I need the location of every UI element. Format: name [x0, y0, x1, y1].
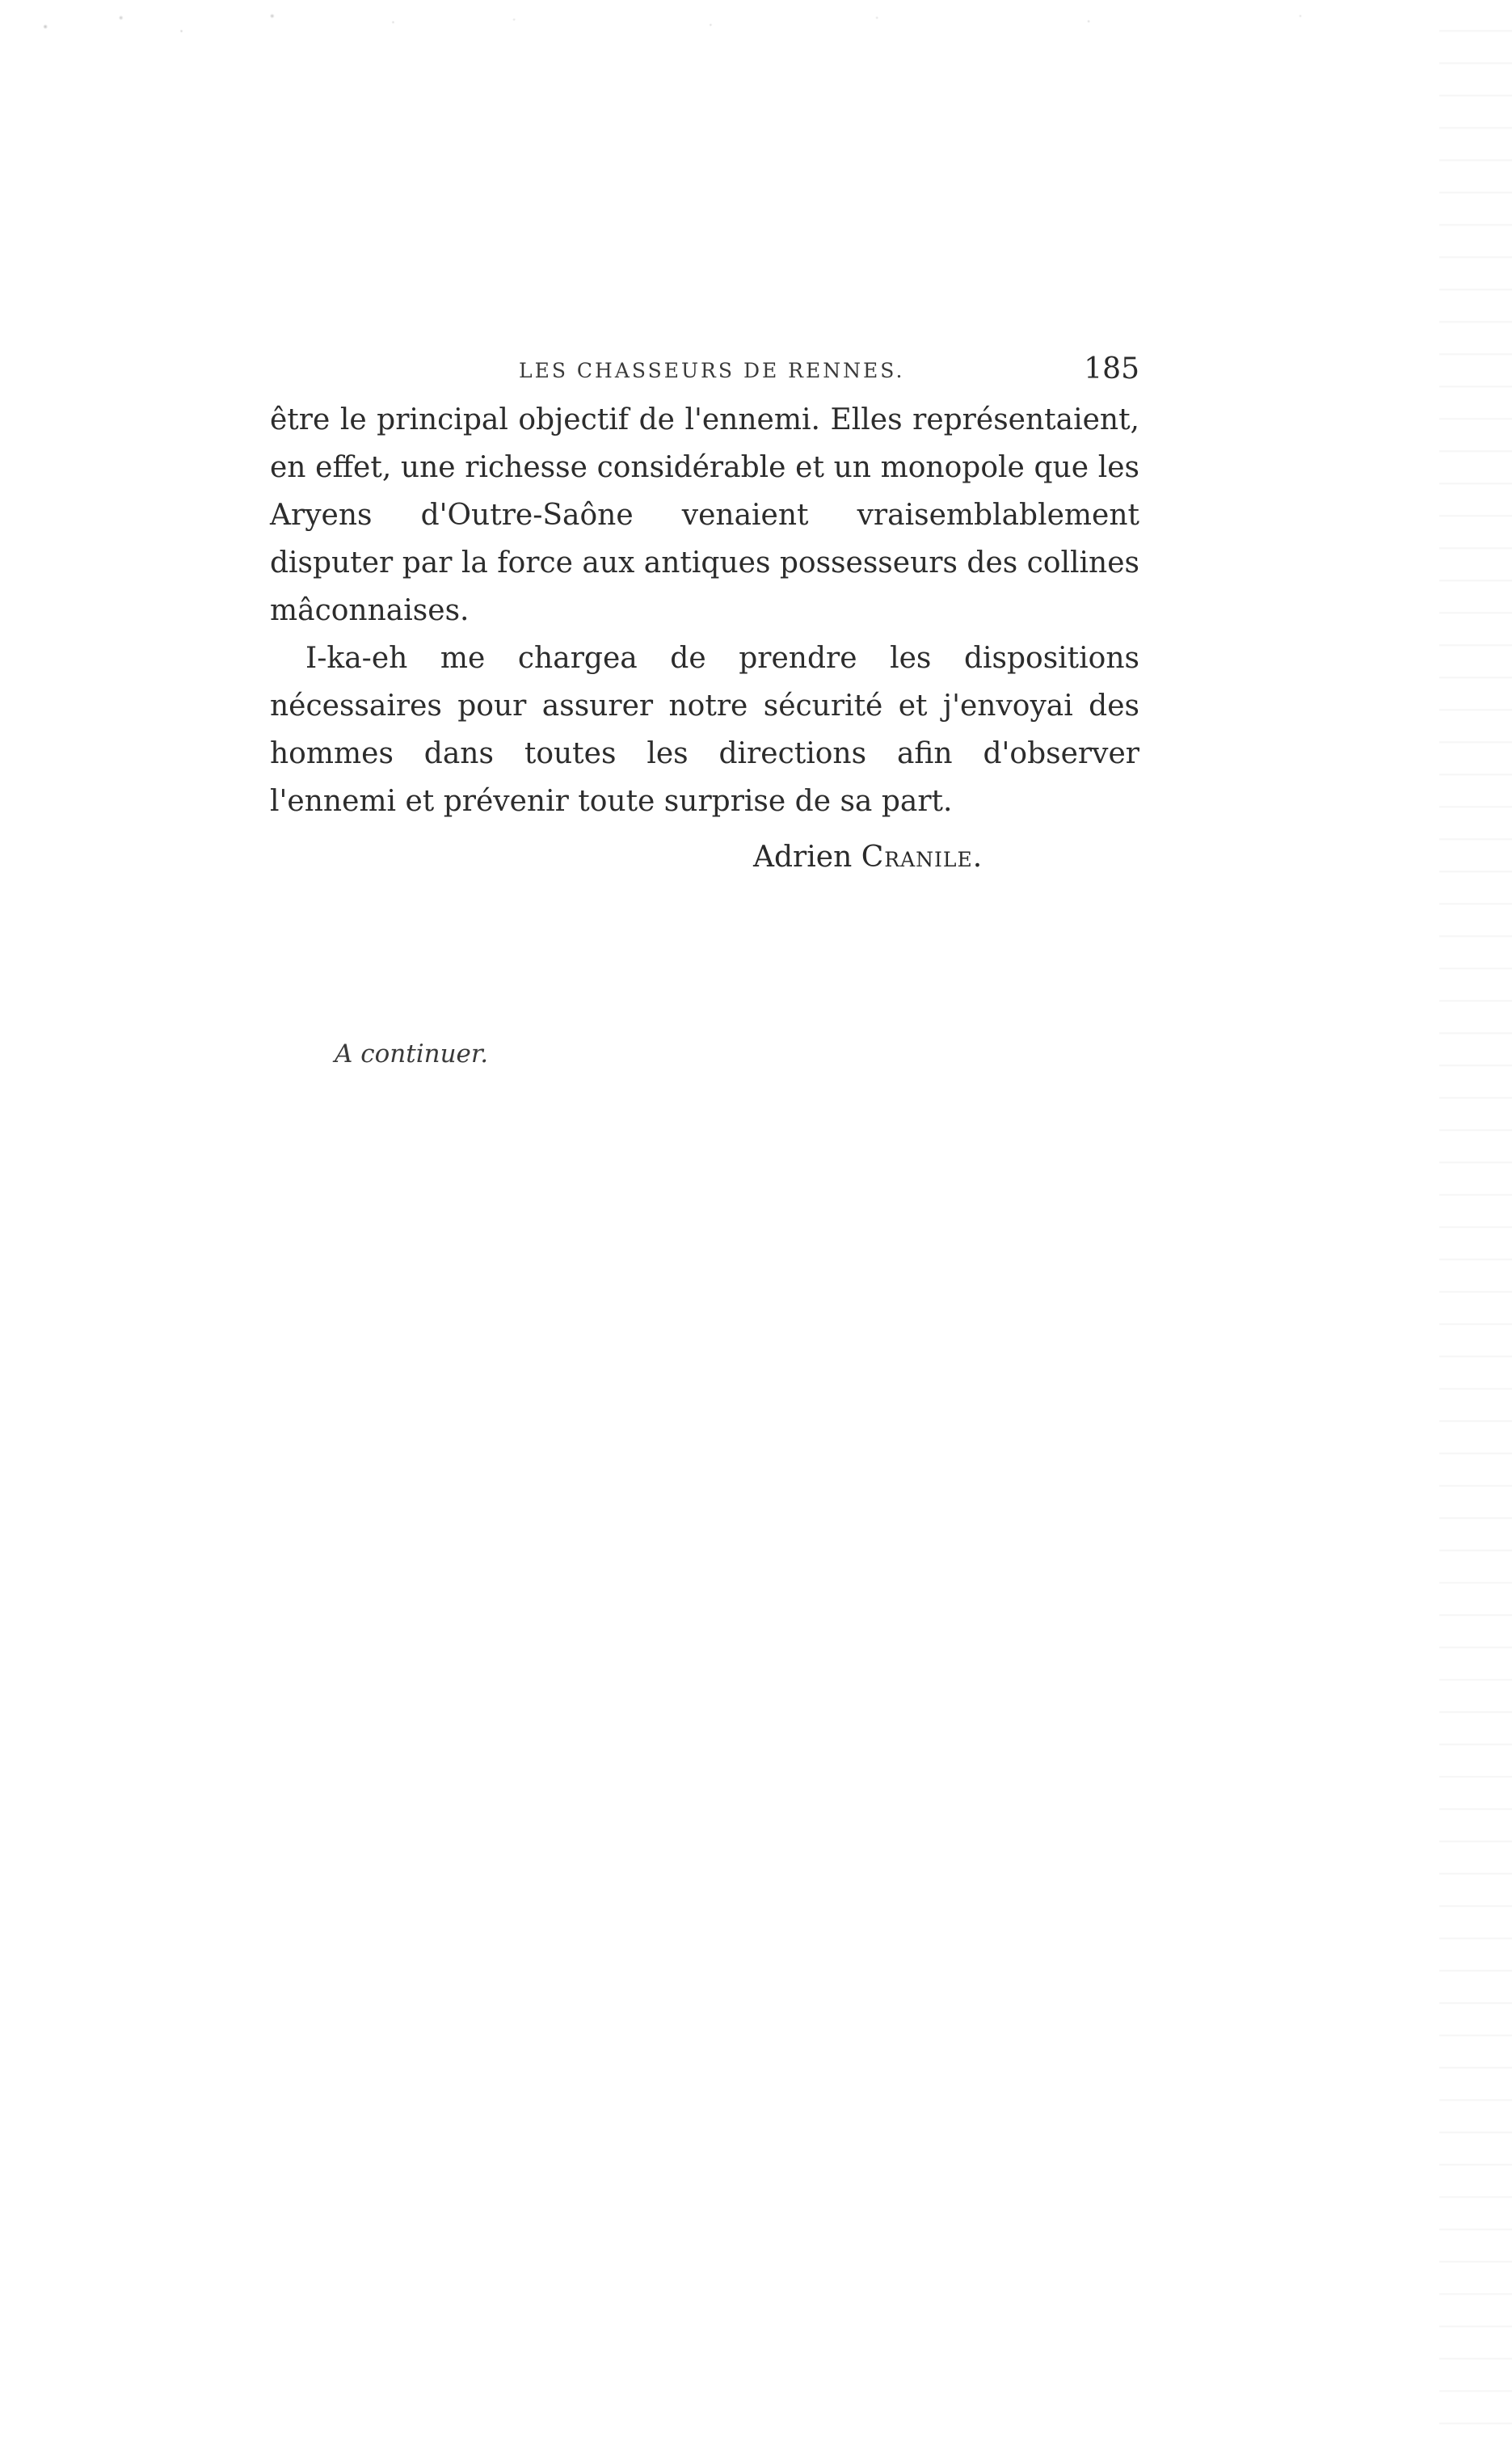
page-number: 185: [1084, 352, 1139, 386]
author-last-name: Cranile.: [861, 841, 983, 874]
paragraph-2: I-ka-eh me chargea de prendre les dispositions nécessaires pour assurer notre sécurité et j'envoyai des hommes dans toutes les directions afin d'observer l'ennemi et prévenir toute surprise de sa part.: [270, 642, 1139, 818]
scan-noise-right: [1439, 0, 1512, 2445]
running-head: [267, 352, 1139, 393]
body-text: [270, 396, 1139, 825]
paragraph-1: être le principal objectif de l'ennemi. Elles représentaient, en effet, une richesse considérable et un monopole que les Aryens d'Outre-Saône venaient vraisemblablement disputer par la force aux antiques possesseurs des collines mâconnaises.: [270, 403, 1140, 627]
continuation-note: A continuer.: [335, 1039, 489, 1069]
author-first-name: Adrien: [753, 841, 853, 874]
running-title: LES CHASSEURS DE RENNES.: [519, 359, 905, 382]
author-signature: [753, 841, 983, 874]
scan-noise-top: [0, 0, 1512, 89]
